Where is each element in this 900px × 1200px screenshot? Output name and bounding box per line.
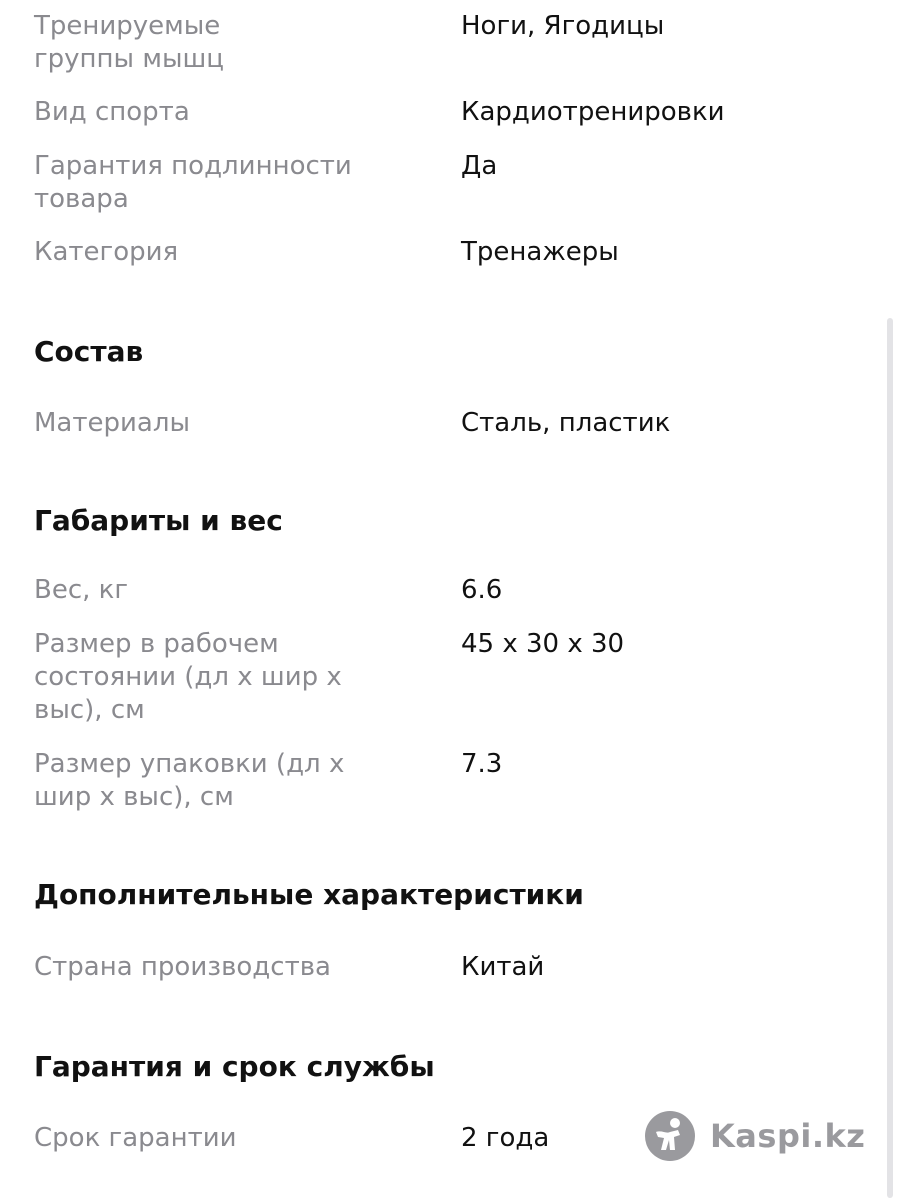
spec-label: Срок гарантии bbox=[34, 1123, 237, 1153]
spec-label: Размер в рабочем состоянии (дл х шир х выс), см bbox=[34, 629, 342, 725]
spec-value: 7.3 bbox=[461, 749, 503, 779]
spec-row bbox=[34, 951, 874, 984]
spec-row bbox=[34, 628, 874, 727]
spec-label: Вид спорта bbox=[34, 97, 190, 127]
spec-row bbox=[34, 10, 874, 76]
spec-value: 45 х 30 х 30 bbox=[461, 629, 625, 659]
spec-label: Страна производства bbox=[34, 952, 331, 982]
spec-value: Сталь, пластик bbox=[461, 408, 671, 438]
spec-label: Материалы bbox=[34, 408, 190, 438]
spec-row bbox=[34, 236, 874, 269]
spec-value: Ноги, Ягодицы bbox=[461, 11, 665, 41]
spec-row bbox=[34, 407, 874, 440]
spec-value: Тренажеры bbox=[461, 237, 619, 267]
section-title-dimensions: Габариты и вес bbox=[34, 504, 283, 537]
spec-row bbox=[34, 748, 874, 814]
section-title-composition: Состав bbox=[34, 335, 144, 368]
watermark-text: Kaspi.kz bbox=[710, 1117, 866, 1155]
spec-row bbox=[34, 150, 874, 216]
spec-label: Тренируемые группы мышц bbox=[34, 11, 224, 74]
spec-value: Да bbox=[461, 151, 498, 181]
spec-value: 2 года bbox=[461, 1123, 550, 1153]
kaspi-logo-icon bbox=[644, 1110, 696, 1162]
section-title-additional: Дополнительные характеристики bbox=[34, 878, 584, 911]
spec-value: 6.6 bbox=[461, 575, 503, 605]
section-title-warranty: Гарантия и срок службы bbox=[34, 1050, 435, 1083]
spec-label: Вес, кг bbox=[34, 575, 129, 605]
spec-label: Размер упаковки (дл х шир х выс), см bbox=[34, 749, 345, 812]
spec-row bbox=[34, 574, 874, 607]
scrollbar[interactable] bbox=[887, 318, 893, 1198]
spec-label: Категория bbox=[34, 237, 179, 267]
kaspi-watermark bbox=[644, 1110, 865, 1162]
spec-label: Гарантия подлинности товара bbox=[34, 151, 352, 214]
spec-value: Кардиотренировки bbox=[461, 97, 725, 127]
spec-value: Китай bbox=[461, 952, 545, 982]
spec-row bbox=[34, 96, 874, 129]
